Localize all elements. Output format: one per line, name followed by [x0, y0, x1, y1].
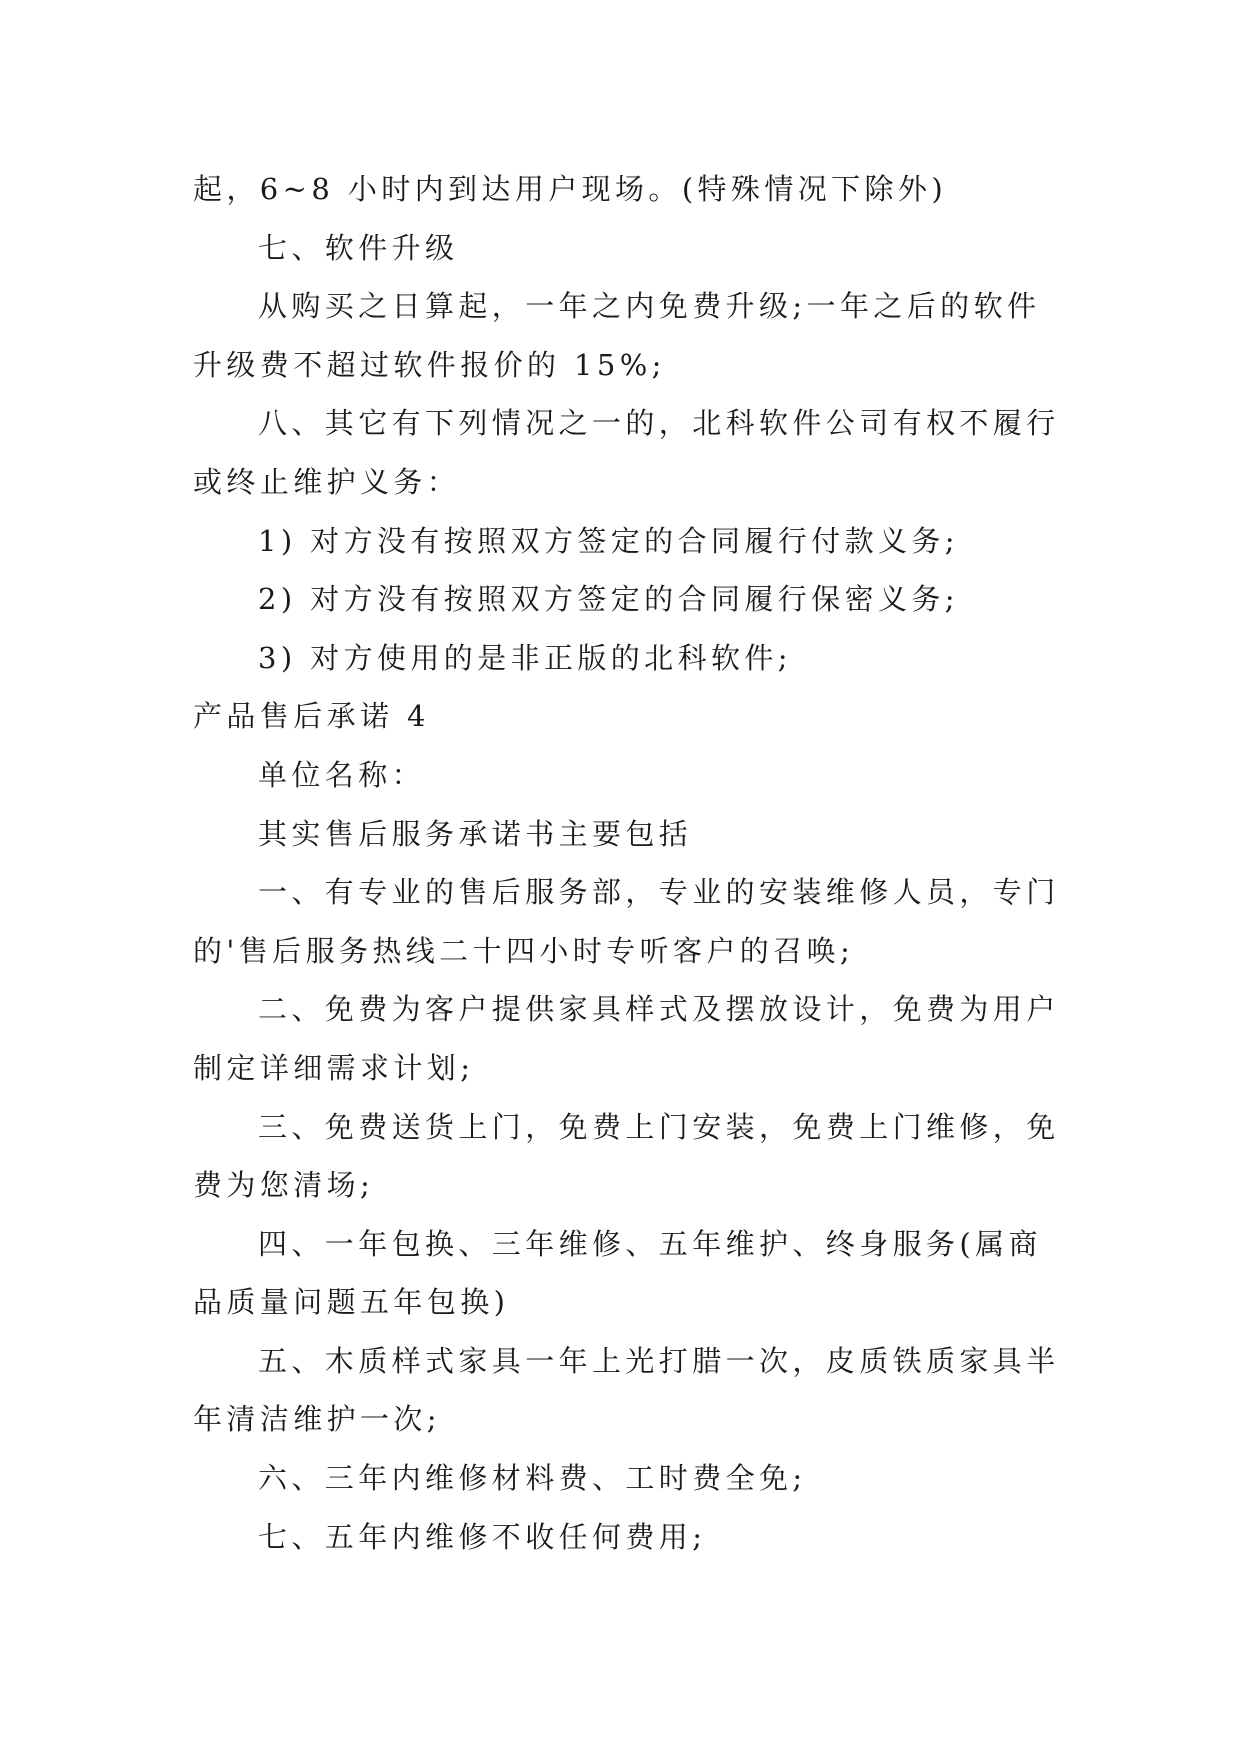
- text-line: 起，6~8 小时内到达用户现场。(特殊情况下除外): [193, 172, 948, 206]
- section-heading: 七、软件升级: [258, 230, 459, 265]
- list-item: 2) 对方没有按照双方签定的合同履行保密义务;: [258, 582, 959, 617]
- list-item: 3) 对方使用的是非正版的北科软件;: [258, 640, 792, 675]
- text-line: 其实售后服务承诺书主要包括: [258, 816, 693, 851]
- text-line: 升级费不超过软件报价的 15%;: [193, 347, 666, 382]
- text-line: 单位名称：: [258, 757, 426, 792]
- text-line: 五、木质样式家具一年上光打腊一次，皮质铁质家具半: [258, 1343, 1060, 1378]
- text-line: 或终止维护义务：: [193, 464, 461, 499]
- text-line: 二、免费为客户提供家具样式及摆放设计，免费为用户: [258, 992, 1060, 1027]
- list-item: 1) 对方没有按照双方签定的合同履行付款义务;: [258, 523, 959, 558]
- text-line: 的'售后服务热线二十四小时专听客户的召唤;: [193, 933, 855, 968]
- text-line: 六、三年内维修材料费、工时费全免;: [258, 1461, 807, 1496]
- text-line: 三、免费送货上门，免费上门安装，免费上门维修，免: [258, 1109, 1060, 1144]
- document-heading: 产品售后承诺 4: [193, 699, 430, 734]
- text-line: 费为您清场;: [193, 1168, 375, 1203]
- text-line: 一、有专业的售后服务部，专业的安装维修人员，专门: [258, 875, 1060, 910]
- text-line: 七、五年内维修不收任何费用;: [258, 1519, 707, 1554]
- document-body: [193, 160, 1060, 1566]
- text-line: 年清洁维护一次;: [193, 1402, 441, 1437]
- text-line: 品质量问题五年包换): [193, 1285, 510, 1320]
- text-line: 八、其它有下列情况之一的，北科软件公司有权不履行: [258, 406, 1060, 441]
- text-line: 四、一年包换、三年维修、五年维护、终身服务(属商: [258, 1226, 1042, 1261]
- text-line: 制定详细需求计划;: [193, 1050, 475, 1085]
- text-line: 从购买之日算起，一年之内免费升级;一年之后的软件: [258, 289, 1041, 324]
